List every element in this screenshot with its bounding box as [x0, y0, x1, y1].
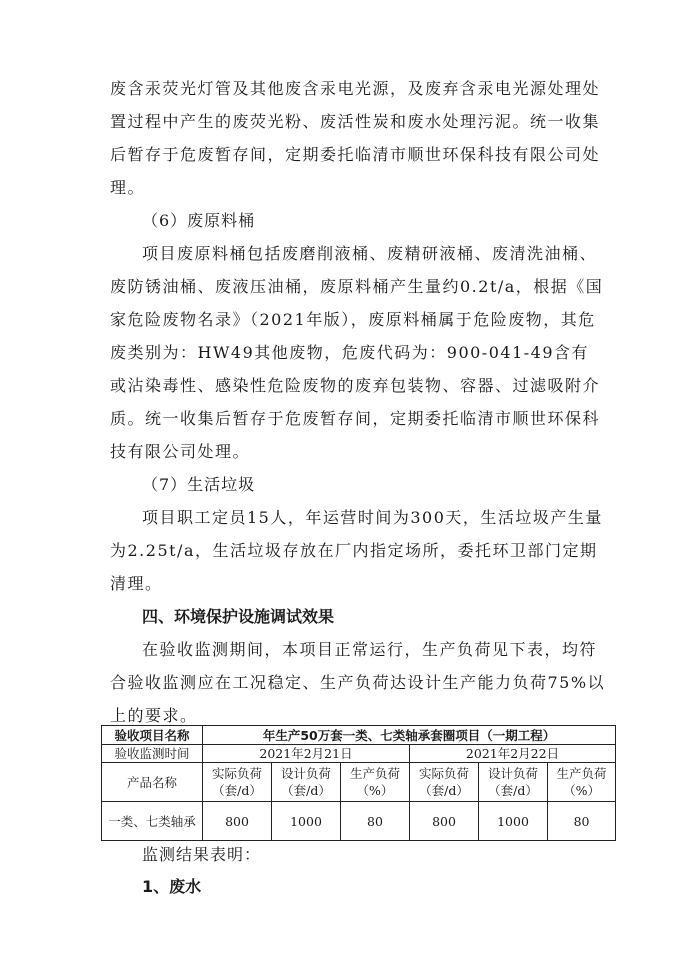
table-row — [102, 802, 616, 841]
table-header: 设计负荷（套/d） — [479, 763, 548, 802]
paragraph-domestic-garbage: 项目职工定员15人，年运营时间为300天，生活垃圾产生量为2.25t/a，生活垃圾存放在厂内指定场所，委托环卫部门定期清理。 — [110, 508, 603, 593]
table-cell-value: 80 — [548, 802, 616, 841]
paragraph-results-intro: 监测结果表明： — [142, 845, 262, 864]
table-cell-product-label: 产品名称 — [102, 763, 203, 802]
section-heading-wastewater: 1、废水 — [142, 877, 202, 896]
table-row — [102, 745, 616, 763]
table-cell-product: 一类、七类轴承 — [102, 802, 203, 841]
section-heading-environmental: 四、环境保护设施调试效果 — [142, 607, 335, 626]
subheading-waste-barrels: （6）废原料桶 — [142, 211, 256, 230]
table-row — [102, 726, 616, 745]
table-cell-value: 1000 — [479, 802, 548, 841]
table-cell-value: 800 — [410, 802, 479, 841]
load-table — [101, 725, 616, 841]
table-row — [102, 763, 616, 802]
paragraph-load-requirement: 在验收监测期间，本项目正常运行，生产负荷见下表，均符合验收监测应在工况稳定、生产负荷达设计生产能力负荷75%以上的要求。 — [110, 640, 606, 725]
table-cell-value: 1000 — [272, 802, 341, 841]
subheading-domestic-garbage: （7）生活垃圾 — [142, 475, 256, 494]
table-cell-value: 800 — [203, 802, 272, 841]
table-cell-value: 80 — [341, 802, 410, 841]
paragraph-mercury-waste: 废含汞荧光灯管及其他废含汞电光源，及废弃含汞电光源处理处置过程中产生的废荧光粉、废活性炭和废水处理污泥。统一收集后暂存于危废暂存间，定期委托临清市顺世环保科技有限公司处理。 — [110, 79, 601, 197]
table-header: 生产负荷（%） — [548, 763, 616, 802]
paragraph-waste-barrels: 项目废原料桶包括废磨削液桶、废精研液桶、废清洗油桶、废防锈油桶、废液压油桶，废原料桶产生量约0.2t/a，根据《国家危险废物名录》（2021年版），废原料桶属于危险废物，其危废类别为：HW49其他废物，危废代码为：900-041-49含有或沾染毒性、感染性危险废物的废弃包装物、容器、过滤吸附介质。统一收集后暂存于危废暂存间，定期委托临清市顺世环保科技有限公司处理。 — [110, 244, 604, 461]
table-header: 生产负荷（%） — [341, 763, 410, 802]
table-cell-project-label: 验收项目名称 — [102, 726, 203, 745]
table-cell-date2: 2021年2月22日 — [410, 745, 616, 763]
table-header: 实际负荷（套/d） — [203, 763, 272, 802]
table-cell-date1: 2021年2月21日 — [203, 745, 410, 763]
table-header: 实际负荷（套/d） — [410, 763, 479, 802]
table-cell-time-label: 验收监测时间 — [102, 745, 203, 763]
table-cell-project-name: 年生产50万套一类、七类轴承套圈项目（一期工程） — [203, 726, 616, 745]
table-header: 设计负荷（套/d） — [272, 763, 341, 802]
